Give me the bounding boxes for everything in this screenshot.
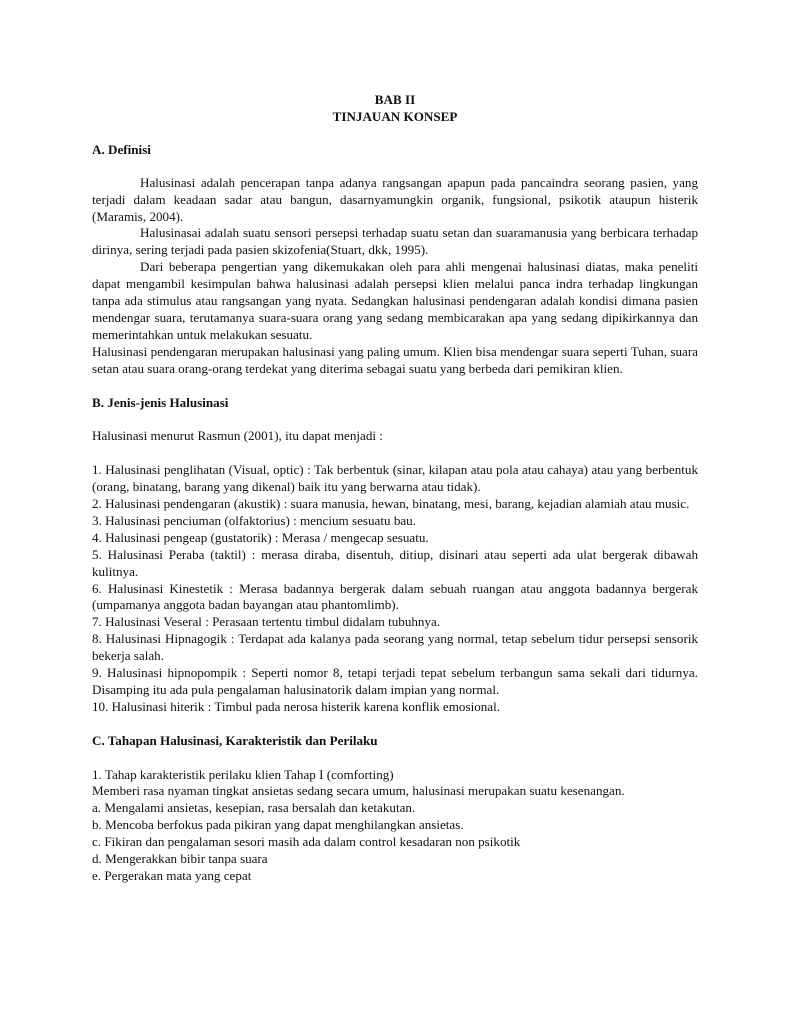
section-a-paragraph: Halusinasi adalah pencerapan tanpa adanya rangsangan apapun pada pancaindra seorang pasien, yang terjadi dalam keadaan sadar atau bangun, dasarnyamungkin organik, fungsional, psikotik ataupun histerik (Maramis, 2004). — [92, 174, 698, 224]
document-page — [92, 92, 698, 885]
section-a-paragraph: Halusinasai adalah suatu sensori persepsi terhadap suatu setan dan suaramanusia yang berbicara terhadap dirinya, sering terjadi pada pasien skizofenia(Stuart, dkk, 1995). — [92, 225, 698, 258]
list-item: 4. Halusinasi pengeap (gustatorik) : Merasa / mengecap sesuatu. — [92, 529, 429, 545]
halusinasi-list — [92, 462, 698, 716]
list-item: d. Mengerakkan bibir tanpa suara — [92, 851, 268, 867]
section-b-heading: B. Jenis-jenis Halusinasi — [92, 394, 229, 410]
list-item: e. Pergerakan mata yang cepat — [92, 868, 252, 884]
list-item: 7. Halusinasi Veseral : Perasaan tertentu timbul didalam tubuhnya. — [92, 614, 441, 630]
list-item: 5. Halusinasi Peraba (taktil) : merasa diraba, disentuh, ditiup, disinari atau seperti ada ulat bergerak dibawah kulitnya. — [92, 546, 698, 579]
tahapan-list — [92, 767, 698, 885]
list-item: 3. Halusinasi penciuman (olfaktorius) : mencium sesuatu bau. — [92, 512, 416, 528]
section-a-heading: A. Definisi — [92, 141, 151, 157]
list-item: b. Mencoba berfokus pada pikiran yang dapat menghilangkan ansietas. — [92, 817, 464, 833]
section-a-paragraph: Dari beberapa pengertian yang dikemukakan oleh para ahli mengenai halusinasi diatas, maka peneliti dapat mengambil kesimpulan bahwa halusinasi adalah persepsi klien melalui panca indra terhadap lingkungan tanpa ada stimulus atau rangsangan yang nyata. Sedangkan halusinasi pendengaran adalah kondisi dimana pasien mendengar suara, terutamanya suara-suara orang yang sedang membicarakan apa yang sedang dipikirkannya dan memerintahkan untuk melakukan sesuatu. — [92, 259, 698, 342]
list-item: 9. Halusinasi hipnopompik : Seperti nomor 8, tetapi terjadi tepat sebelum terbangun sama sekali dari tidurnya. Disamping itu ada pula pengalaman halusinatorik dalam impian yang normal. — [92, 665, 698, 697]
chapter-label: BAB II — [374, 92, 416, 107]
list-item: 1. Tahap karakteristik perilaku klien Tahap I (comforting) — [92, 766, 394, 782]
list-item: a. Mengalami ansietas, kesepian, rasa bersalah dan ketakutan. — [92, 800, 416, 816]
list-item: 1. Halusinasi penglihatan (Visual, optic) : Tak berbentuk (sinar, kilapan atau pola atau cahaya) atau yang berbentuk (orang, binatang, barang yang dikenal) baik itu yang berwarna atau tidak). — [92, 462, 698, 495]
chapter-title: TINJAUAN KONSEP — [332, 108, 458, 124]
section-c-heading: C. Tahapan Halusinasi, Karakteristik dan Perilaku — [92, 732, 378, 748]
list-item: Memberi rasa nyaman tingkat ansietas sedang secara umum, halusinasi merupakan suatu kesenangan. — [92, 783, 625, 799]
list-item: 2. Halusinasi pendengaran (akustik) : suara manusia, hewan, binatang, mesi, barang, kejadian alamiah atau music. — [92, 496, 690, 511]
list-item: 6. Halusinasi Kinestetik : Merasa badannya bergerak dalam sebuah ruangan atau anggota badannya bergerak (umpamanya anggota badan bayangan atau phantomlimb). — [92, 580, 698, 613]
section-a-paragraph: Halusinasi pendengaran merupakan halusinasi yang paling umum. Klien bisa mendengar suara seperti Tuhan, suara setan atau suara orang-orang terdekat yang diterima sebagai suatu yang berbeda dari pemikiran klien. — [92, 343, 698, 376]
list-item: c. Fikiran dan pengalaman sesori masih ada dalam control kesadaran non psikotik — [92, 834, 521, 850]
list-item: 10. Halusinasi hiterik : Timbul pada nerosa histerik karena konflik emosional. — [92, 698, 501, 714]
section-b-intro: Halusinasi menurut Rasmun (2001), itu dapat menjadi : — [92, 428, 383, 444]
list-item: 8. Halusinasi Hipnagogik : Terdapat ada kalanya pada seorang yang normal, tetap sebelum tidur persepsi sensorik bekerja salah. — [92, 631, 698, 664]
